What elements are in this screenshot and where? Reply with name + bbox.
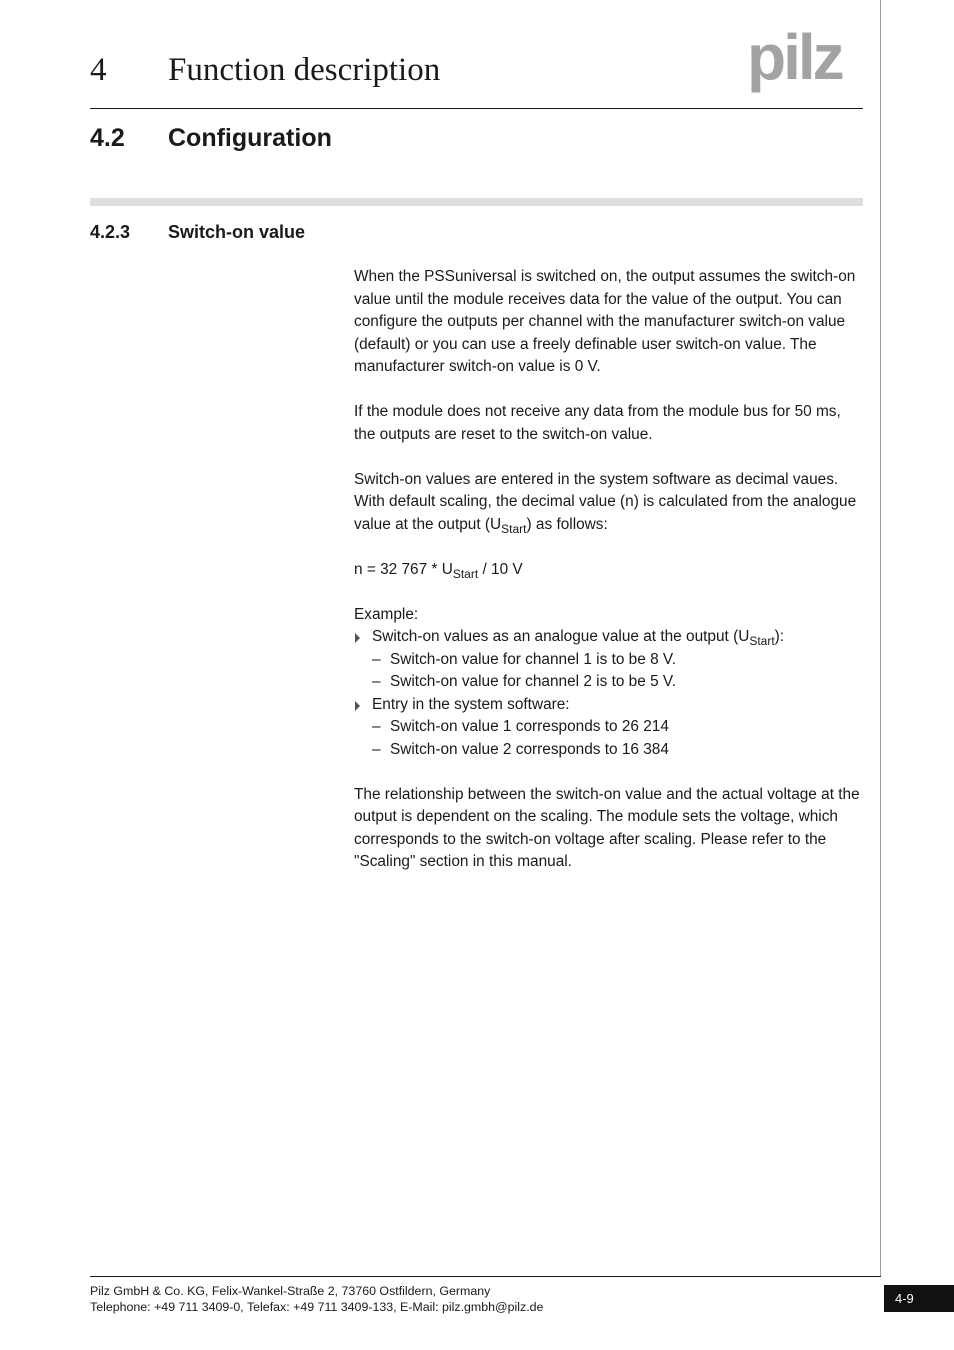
- list-subitem: – Switch-on value for channel 1 is to be 8 V.: [372, 650, 677, 668]
- subsection-number: 4.2.3: [90, 222, 131, 242]
- list-item: Switch-on values as an analogue value at the output $(U_{Start})$:: [354, 626, 866, 649]
- footer-address: [90, 1283, 543, 1315]
- footer-line-address: Pilz GmbH & Co. KG, Felix-Wankel-Straße 2, 73760 Ostfildern, Germany: [90, 1284, 491, 1298]
- page-number: 4-9: [884, 1285, 954, 1312]
- subsection-title: Switch-on value: [168, 222, 306, 242]
- body-text: [354, 266, 866, 874]
- chapter-number: 4: [90, 52, 107, 88]
- section-number: 4.2: [90, 124, 125, 152]
- paragraph-decimal: Switch-on values are entered in the system software as decimal vaues. With default scaling, the decimal value (n) is calculated from the analogue value at the output $(U_{Start})$ as follows:: [354, 470, 857, 536]
- section-title: Configuration: [168, 124, 332, 152]
- right-margin-rule: [880, 0, 881, 1276]
- list-item: Entry in the system software:: [354, 694, 866, 717]
- pilz-logo-text: pilz: [747, 27, 842, 93]
- triangle-bullet-icon: [355, 633, 360, 643]
- footer-line-contact: Telephone: +49 711 3409-0, Telefax: +49 711 3409-133, E-Mail: pilz.gmbh@pilz.de: [90, 1300, 544, 1314]
- list-subitem: – Switch-on value 2 corresponds to 16 384: [372, 740, 669, 758]
- pilz-logo: [747, 27, 865, 93]
- chapter-title: Function description: [168, 52, 441, 88]
- list-subitem: – Switch-on value for channel 2 is to be 5 V.: [372, 673, 677, 690]
- footer-rule: [90, 1276, 881, 1277]
- example-label: Example:: [354, 605, 419, 623]
- formula: n = 32 $767 * U_{Start} / 10$ V: [354, 560, 523, 581]
- paragraph-relationship: The relationship between the switch-on value and the actual voltage at the output is dependent on the scaling. The module sets the voltage, which corresponds to the switch-on voltage after scaling. Please refer to the "Scaling" section in this manual.: [354, 785, 860, 870]
- paragraph-intro: When the PSSuniversal is switched on, the output assumes the switch-on value until the module receives data for the value of the output. You can configure the outputs per channel with the manufacturer switch-on value (default) or you can use a freely definable user switch-on value. The manufacturer switch-on value is 0 V.: [354, 268, 856, 375]
- paragraph-reset: If the module does not receive any data from the module bus for 50 ms, the outputs are reset to the switch-on value.: [354, 403, 841, 443]
- header-rule: [90, 108, 863, 109]
- section-divider-bar: [90, 198, 863, 206]
- list-subitem: – Switch-on value 1 corresponds to 26 214: [372, 718, 669, 735]
- triangle-bullet-icon: [355, 701, 360, 711]
